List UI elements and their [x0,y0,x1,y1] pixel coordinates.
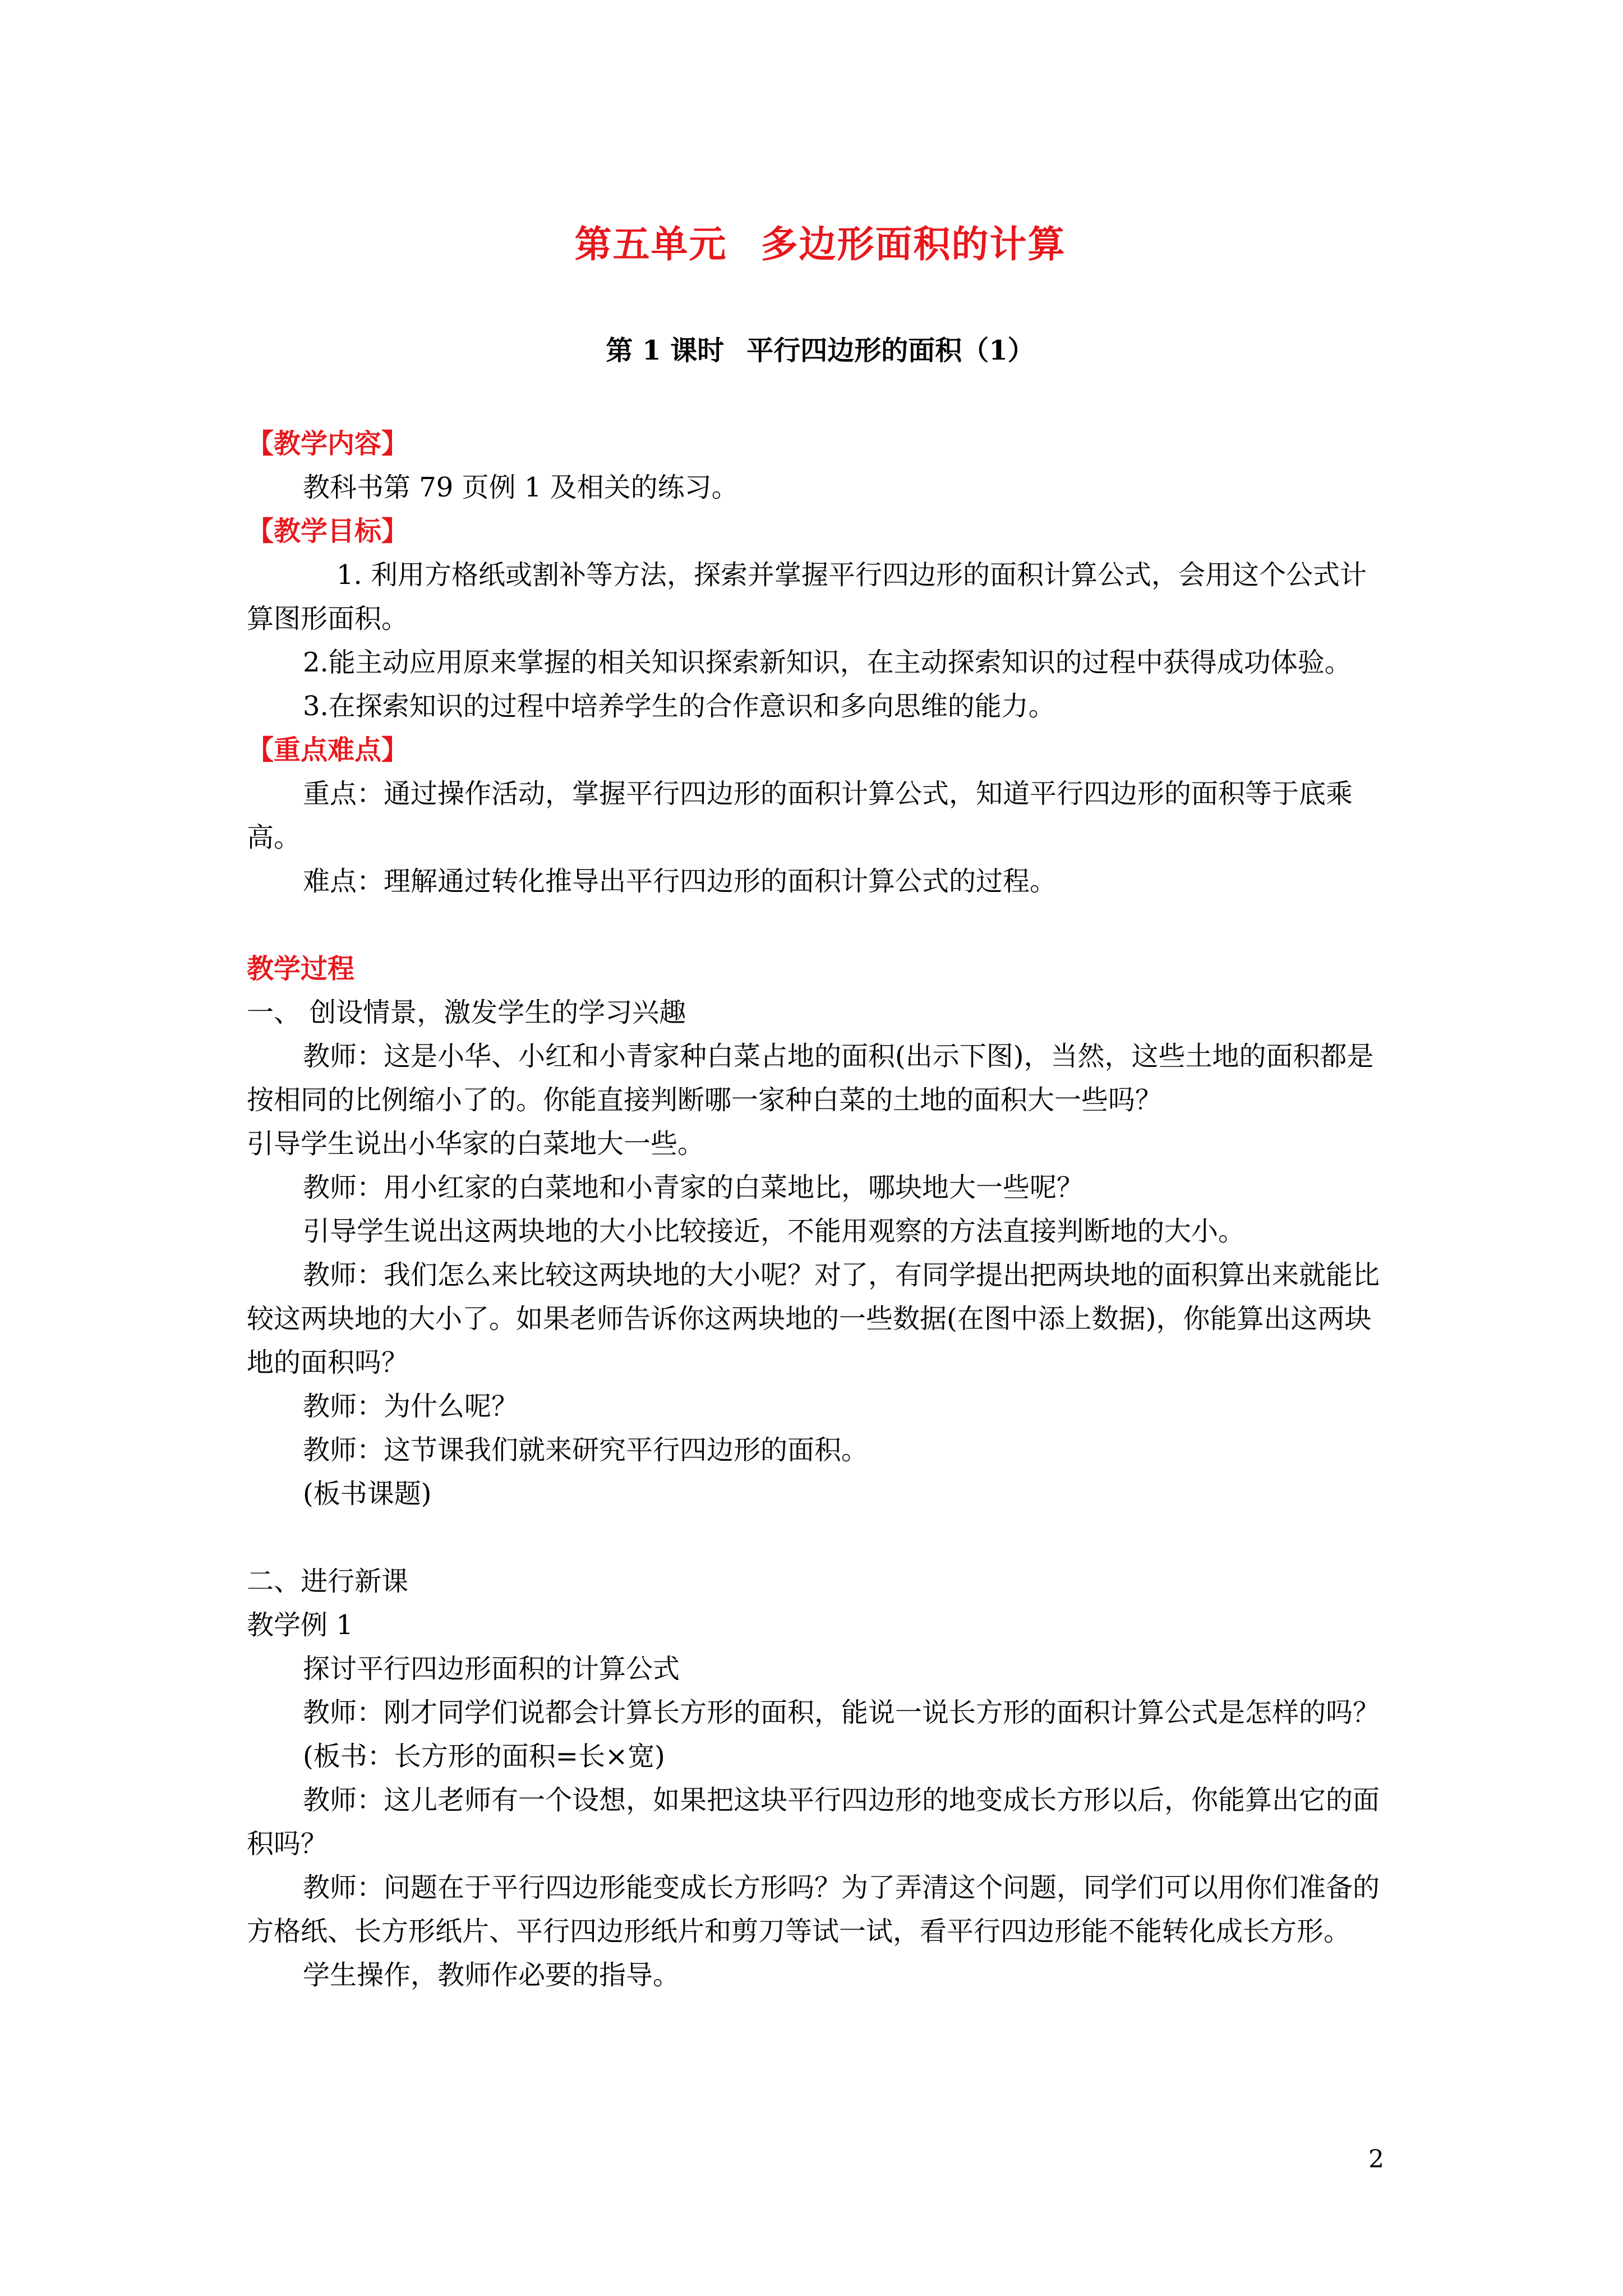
teaching-goal-2: 2.能主动应用原来掌握的相关知识探索新知识，在主动探索知识的过程中获得成功体验。 [303,647,1352,678]
teaching-content-text: 教科书第 79 页例 1 及相关的练习。 [303,472,739,503]
section2-paragraph: 探讨平行四边形面积的计算公式 [303,1653,680,1685]
key-point-text: 重点：通过操作活动，掌握平行四边形的面积计算公式，知道平行四边形的面积等于底乘高。 [247,778,1353,853]
teaching-content-heading: 【教学内容】 [247,428,409,459]
section2-paragraph: (板书：长方形的面积=长×宽) [303,1741,665,1772]
section2-paragraph: 教师：问题在于平行四边形能变成长方形吗？为了弄清这个问题，同学们可以用你们准备的方格纸、长方形纸片、平行四边形纸片和剪刀等试一试，看平行四边形能不能转化成长方形。 [247,1872,1380,1947]
teaching-process-heading: 教学过程 [247,953,355,984]
teaching-goal-1: 1. 利用方格纸或割补等方法，探索并掌握平行四边形的面积计算公式，会用这个公式计算图形面积。 [247,559,1367,634]
section2-example: 教学例 1 [247,1609,353,1641]
difficult-point-text: 难点：理解通过转化推导出平行四边形的面积计算公式的过程。 [303,866,1057,897]
section1-paragraph: 引导学生说出小华家的白菜地大一些。 [247,1128,705,1159]
unit-title [247,219,1394,269]
section1-paragraph: 引导学生说出这两块地的大小比较接近，不能用观察的方法直接判断地的大小。 [303,1216,1246,1247]
teaching-goal-3: 3.在探索知识的过程中培养学生的合作意识和多向思维的能力。 [303,691,1055,722]
unit-title-number: 第五单元 [574,222,727,266]
page-number: 2 [1368,2145,1384,2174]
section2-paragraph: 教师：刚才同学们说都会计算长方形的面积，能说一说长方形的面积计算公式是怎样的吗？ [303,1697,1380,1728]
section1-paragraph: 教师：这节课我们就来研究平行四边形的面积。 [303,1434,869,1466]
section1-paragraph: 教师：这是小华、小红和小青家种白菜占地的面积(出示下图)，当然，这些土地的面积都是按相同的比例缩小了的。你能直接判断哪一家种白菜的土地的面积大一些吗？ [247,1041,1374,1116]
page-content [247,219,1394,1997]
lesson-title [247,331,1394,370]
lesson-title-number: 第 1 课时 [606,335,725,366]
lesson-title-name: 平行四边形的面积（1） [746,335,1035,366]
unit-title-name: 多边形面积的计算 [760,222,1066,266]
section1-title: 一、 创设情景，激发学生的学习兴趣 [247,997,686,1028]
section1-paragraph: 教师：我们怎么来比较这两块地的大小呢？对了，有同学提出把两块地的面积算出来就能比较这两块地的大小了。如果老师告诉你这两块地的一些数据(在图中添上数据)，你能算出这两块地的面积吗？ [247,1259,1380,1378]
key-points-heading: 【重点难点】 [247,734,409,766]
teaching-goals-heading: 【教学目标】 [247,516,409,547]
section2-paragraph: 学生操作，教师作必要的指导。 [303,1959,680,1991]
section1-paragraph: (板书课题) [303,1478,432,1510]
section2-paragraph: 教师：这儿老师有一个设想，如果把这块平行四边形的地变成长方形以后，你能算出它的面积吗？ [247,1784,1380,1860]
section1-paragraph: 教师：为什么呢？ [303,1391,519,1422]
section1-paragraph: 教师：用小红家的白菜地和小青家的白菜地比，哪块地大一些呢？ [303,1172,1084,1203]
section2-title: 二、进行新课 [247,1566,409,1597]
